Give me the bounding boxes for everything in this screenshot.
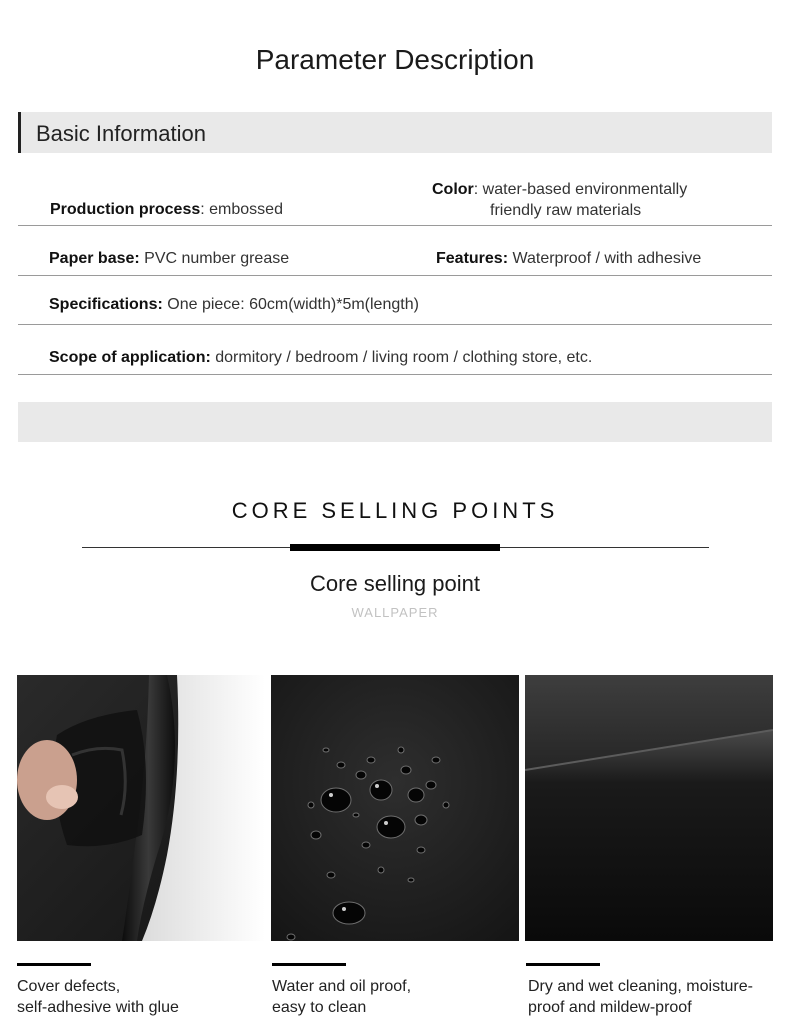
param-label: Color — [432, 181, 474, 198]
param-label: Features: — [436, 250, 509, 267]
spacer-bar — [18, 402, 772, 442]
param-label: Paper base: — [49, 250, 140, 267]
param-specifications — [49, 296, 419, 314]
caption-line: Water and oil proof, — [272, 978, 412, 995]
param-label: Scope of application: — [49, 349, 211, 366]
param-color — [432, 181, 687, 199]
caption-cover-defects — [17, 976, 179, 1018]
photo-adhesive-backing — [17, 675, 265, 941]
param-production-process — [50, 201, 283, 219]
param-paper-base — [49, 250, 289, 268]
basic-info-header — [18, 112, 772, 153]
photo-rolled-sheet — [525, 675, 773, 941]
core-small-label: WALLPAPER — [351, 605, 439, 620]
param-label: Specifications: — [49, 296, 163, 313]
core-section-title: CORE SELLING POINTS — [231, 498, 559, 523]
photo-water-droplets — [271, 675, 519, 941]
section-heading: Basic Information — [36, 121, 206, 146]
caption-line: self-adhesive with glue — [17, 999, 179, 1016]
row-divider — [18, 324, 772, 325]
page-title: Parameter Description — [255, 44, 535, 75]
param-value: : water-based environmentally — [473, 181, 688, 198]
param-scope — [49, 349, 592, 367]
param-value: : embossed — [200, 201, 283, 218]
param-value: dormitory / bedroom / living room / clothing store, etc. — [210, 349, 593, 366]
caption-line: easy to clean — [272, 999, 367, 1016]
title-divider-accent — [290, 544, 500, 551]
row-divider — [18, 275, 772, 276]
param-features — [436, 250, 701, 268]
caption-accent-bar — [272, 963, 346, 966]
caption-water-oil-proof — [272, 976, 411, 1018]
param-value: PVC number grease — [139, 250, 290, 267]
caption-dry-wet-cleaning — [528, 976, 753, 1018]
caption-line: Cover defects, — [17, 978, 121, 995]
core-subtitle: Core selling point — [310, 571, 480, 596]
caption-line: Dry and wet cleaning, moisture- — [528, 978, 753, 995]
param-value: Waterproof / with adhesive — [508, 250, 702, 267]
param-color-continued: friendly raw materials — [490, 202, 642, 219]
caption-accent-bar — [526, 963, 600, 966]
section-accent-bar — [18, 112, 21, 153]
caption-accent-bar — [17, 963, 91, 966]
param-value: One piece: 60cm(width)*5m(length) — [162, 296, 419, 313]
row-divider — [18, 374, 772, 375]
caption-line: proof and mildew-proof — [528, 999, 692, 1016]
param-label: Production process — [50, 201, 201, 218]
row-divider — [18, 225, 772, 226]
